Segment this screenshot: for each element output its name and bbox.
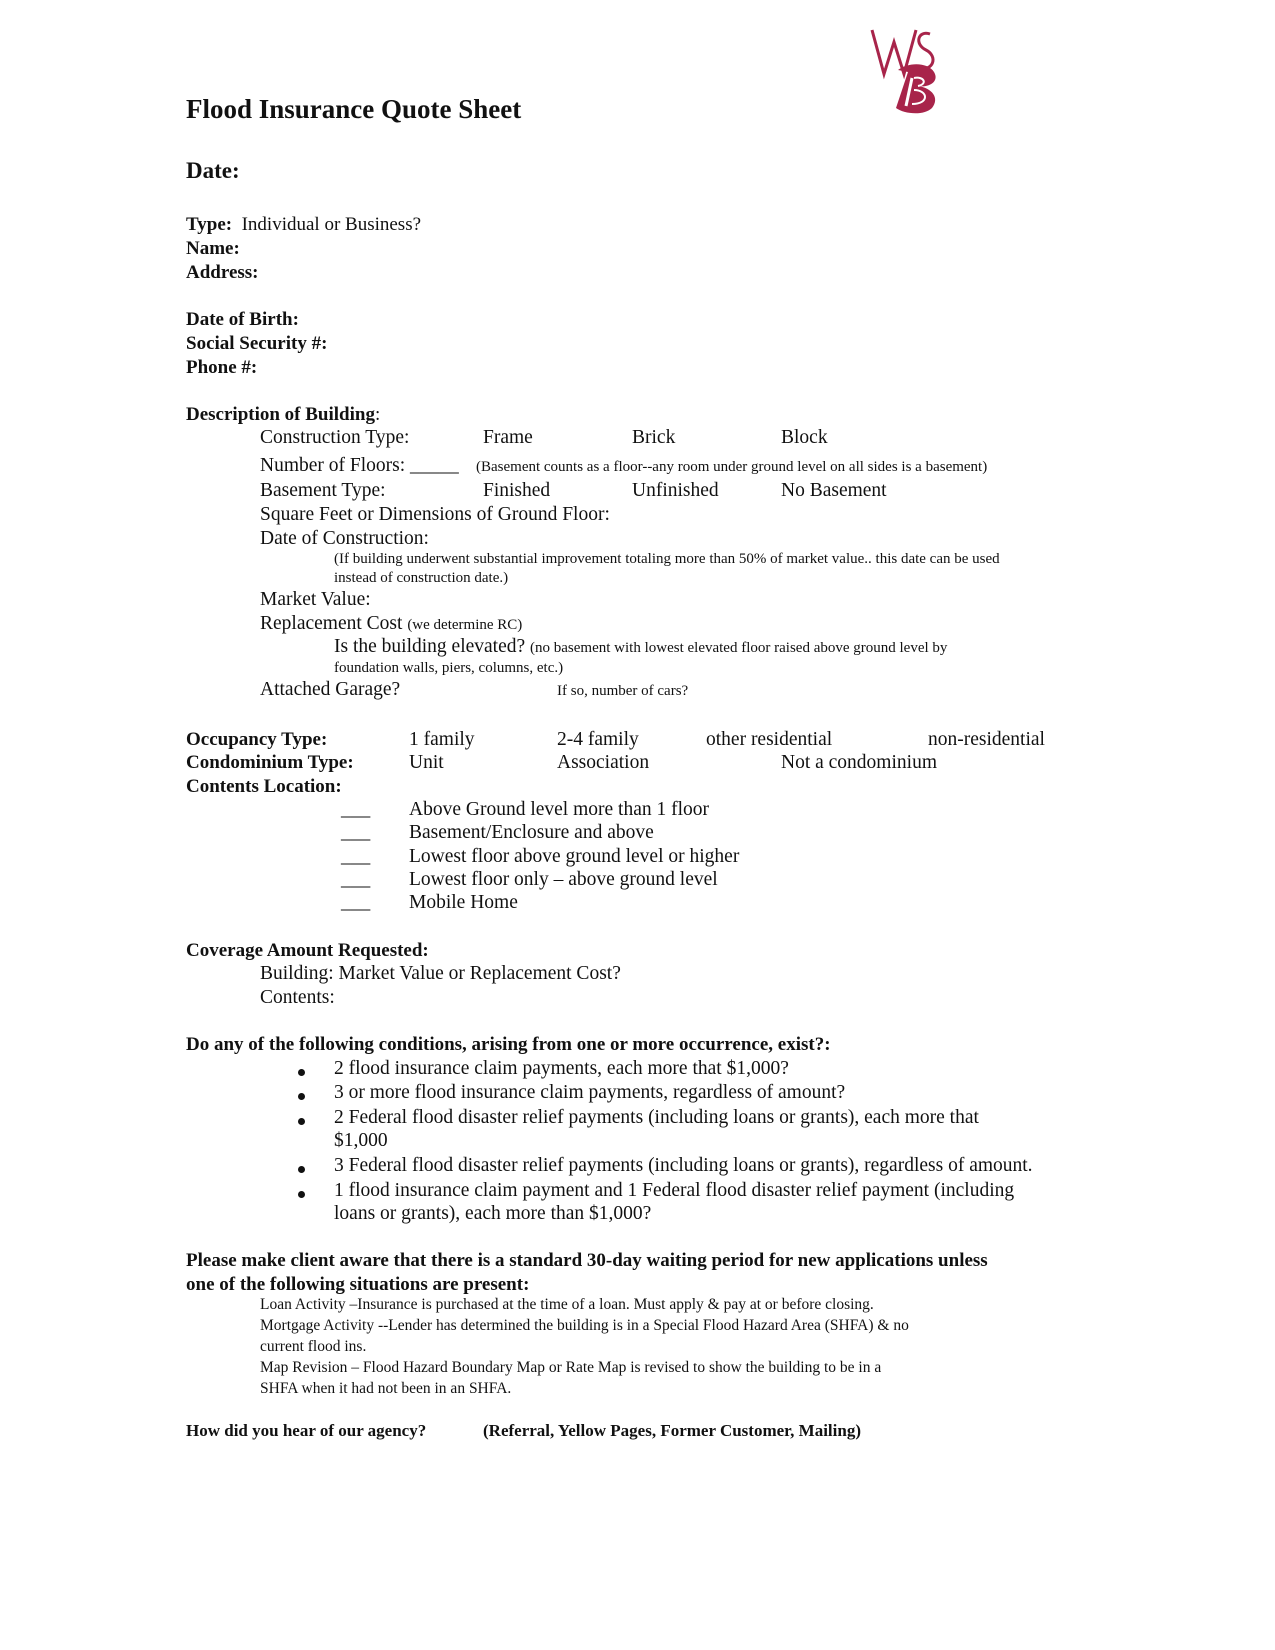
condition-item: 1 flood insurance claim payment and 1 Federal flood disaster relief payment (including [334, 1180, 1015, 1201]
contents-option: Lowest floor above ground level or higher [409, 846, 740, 867]
contents-blank: ___ [341, 799, 371, 820]
replacement-row [260, 613, 522, 635]
coverage-heading: Coverage Amount Requested: [186, 940, 429, 961]
condo-option-none: Not a condominium [781, 752, 937, 773]
contents-option: Mobile Home [409, 892, 518, 913]
type-row [186, 214, 421, 236]
type-value: Individual or Business? [241, 214, 422, 235]
basement-option-finished: Finished [483, 480, 551, 501]
condition-item-cont: $1,000 [334, 1130, 388, 1151]
occupancy-option-non-residential: non-residential [928, 729, 1045, 750]
bullet [298, 1093, 305, 1100]
condition-item-cont: loans or grants), each more than $1,000? [334, 1203, 652, 1224]
contents-blank: ___ [341, 892, 371, 913]
condition-item: 2 flood insurance claim payments, each more that $1,000? [334, 1058, 789, 1079]
contents-location-label: Contents Location: [186, 776, 342, 797]
occupancy-option-2-4-family: 2-4 family [557, 729, 639, 750]
company-logo [868, 22, 972, 118]
conditions-heading: Do any of the following conditions, arising from one or more occurrence, exist?: [186, 1034, 831, 1055]
ssn-label: Social Security #: [186, 333, 328, 354]
contents-option: Lowest floor only – above ground level [409, 869, 718, 890]
occupancy-option-other-residential: other residential [706, 729, 833, 750]
building-heading-colon: : [374, 404, 381, 425]
condition-item: 3 Federal flood disaster relief payments (including loans or grants), regardless of amount. [334, 1155, 1033, 1176]
coverage-building: Building: Market Value or Replacement Cost? [260, 963, 621, 984]
bullet [298, 1069, 305, 1076]
name-label: Name: [186, 238, 240, 259]
construction-date-label: Date of Construction: [260, 528, 429, 549]
contents-blank: ___ [341, 869, 371, 890]
waiting-line: Loan Activity –Insurance is purchased at the time of a loan. Must apply & pay at or before closing. [260, 1296, 874, 1313]
dob-label: Date of Birth: [186, 309, 299, 330]
referral-question: How did you hear of our agency? [186, 1421, 427, 1440]
floors-note: (Basement counts as a floor--any room under ground level on all sides is a basement) [476, 459, 988, 475]
basement-option-none: No Basement [781, 480, 887, 501]
coverage-contents: Contents: [260, 987, 335, 1008]
occupancy-label: Occupancy Type: [186, 729, 328, 750]
floors-label: Number of Floors: _____ [260, 455, 459, 476]
condition-item: 3 or more flood insurance claim payments, regardless of amount? [334, 1082, 846, 1103]
garage-label: Attached Garage? [260, 679, 401, 700]
address-label: Address: [186, 262, 259, 283]
basement-option-unfinished: Unfinished [632, 480, 719, 501]
contents-option: Above Ground level more than 1 floor [409, 799, 710, 820]
construction-date-note-2: instead of construction date.) [334, 570, 509, 586]
waiting-line: current flood ins. [260, 1338, 367, 1355]
replacement-note: (we determine RC) [407, 617, 523, 633]
condominium-label: Condominium Type: [186, 752, 354, 773]
replacement-label: Replacement Cost [260, 613, 403, 634]
elevated-note: (no basement with lowest elevated floor raised above ground level by [530, 640, 948, 656]
elevated-row [334, 636, 947, 658]
occupancy-option-1-family: 1 family [409, 729, 475, 750]
bullet [298, 1191, 305, 1198]
elevated-label: Is the building elevated? [334, 636, 526, 657]
construction-option-frame: Frame [483, 427, 533, 448]
phone-label: Phone #: [186, 357, 258, 378]
waiting-line: SHFA when it had not been in an SHFA. [260, 1380, 512, 1397]
referral-options: (Referral, Yellow Pages, Former Customer, Mailing) [483, 1421, 861, 1440]
condo-option-unit: Unit [409, 752, 444, 773]
construction-date-note: (If building underwent substantial improvement totaling more than 50% of market value.. this date can be used [334, 551, 1000, 567]
waiting-line: Mortgage Activity --Lender has determined the building is in a Special Flood Hazard Area (SHFA) & no [260, 1317, 909, 1334]
contents-blank: ___ [341, 822, 371, 843]
waiting-heading-2: one of the following situations are present: [186, 1274, 530, 1295]
bullet [298, 1166, 305, 1173]
bullet [298, 1118, 305, 1125]
elevated-note-2: foundation walls, piers, columns, etc.) [334, 660, 564, 676]
sqft-label: Square Feet or Dimensions of Ground Floor: [260, 504, 610, 525]
garage-note: If so, number of cars? [557, 683, 689, 699]
building-heading [186, 404, 380, 426]
construction-option-brick: Brick [632, 427, 676, 448]
market-value-label: Market Value: [260, 589, 371, 610]
type-label: Type: [186, 214, 233, 235]
basement-type-label: Basement Type: [260, 480, 386, 501]
waiting-line: Map Revision – Flood Hazard Boundary Map or Rate Map is revised to show the building to be in a [260, 1359, 882, 1376]
date-label: Date: [186, 158, 240, 183]
building-heading-text: Description of Building [186, 404, 375, 425]
waiting-heading: Please make client aware that there is a standard 30-day waiting period for new applications unless [186, 1250, 988, 1271]
contents-option: Basement/Enclosure and above [409, 822, 654, 843]
condition-item: 2 Federal flood disaster relief payments (including loans or grants), each more that [334, 1107, 979, 1128]
construction-type-label: Construction Type: [260, 427, 410, 448]
construction-option-block: Block [781, 427, 828, 448]
condo-option-association: Association [557, 752, 650, 773]
contents-blank: ___ [341, 846, 371, 867]
page-title: Flood Insurance Quote Sheet [186, 94, 522, 124]
